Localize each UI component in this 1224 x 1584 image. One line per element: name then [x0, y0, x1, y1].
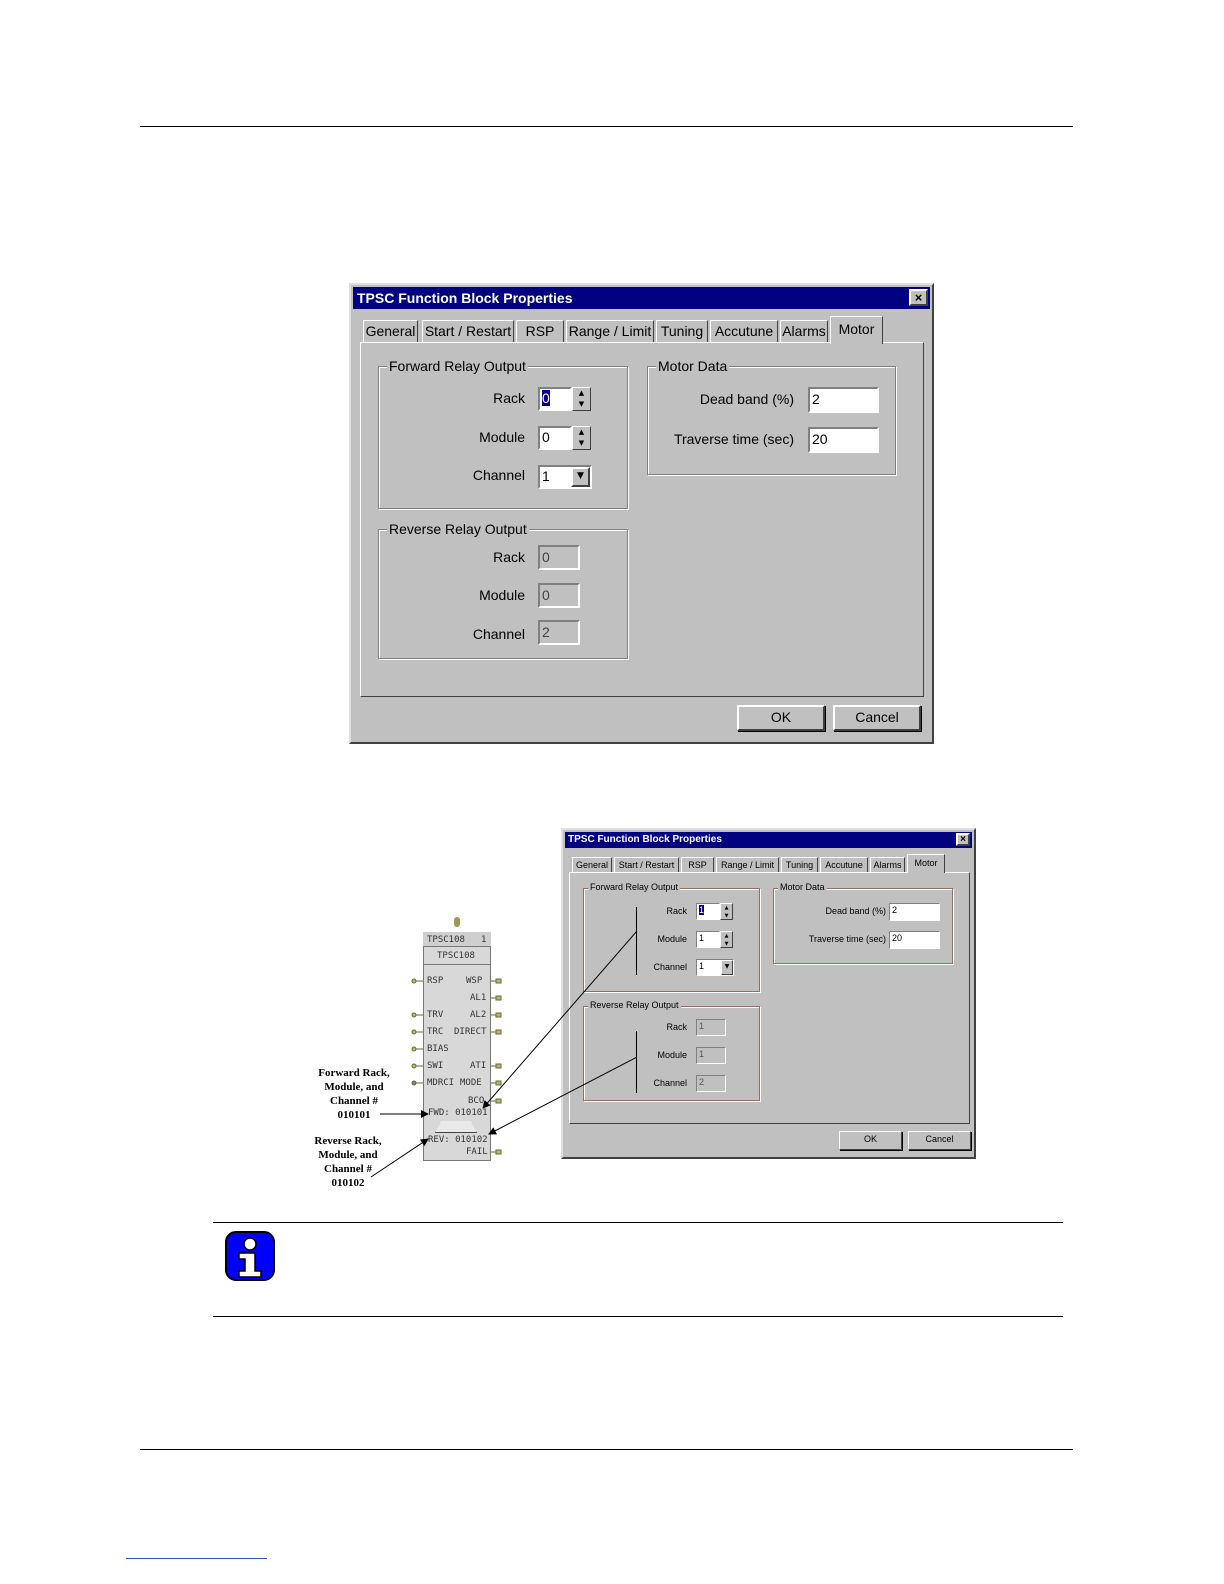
cancel-button[interactable]: Cancel	[833, 705, 921, 731]
tpsc-properties-dialog-small	[561, 828, 976, 1159]
small-fwd-module-field[interactable]: 1	[696, 931, 720, 948]
small-tab-accutune[interactable]: Accutune	[820, 857, 868, 872]
traverse-label: Traverse time (sec)	[673, 431, 794, 447]
deadband-field[interactable]: 2	[808, 387, 879, 413]
tab-start-restart[interactable]: Start / Restart	[422, 320, 514, 342]
small-dialog-title: TPSC Function Block Properties	[568, 834, 722, 845]
rev-rack-label: Rack	[493, 549, 525, 565]
reverse-annotation: Reverse Rack, Module, and Channel # 010102	[314, 1135, 382, 1189]
deadband-label: Dead band (%)	[699, 391, 794, 407]
fb-pin-trc: TRC	[427, 1027, 444, 1037]
small-tab-tuning[interactable]: Tuning	[781, 857, 818, 872]
small-tab-panel	[569, 872, 970, 1124]
fb-pin-ati: ATI	[470, 1061, 487, 1071]
small-fwd-channel-select[interactable]: 1	[696, 959, 734, 976]
fwd-module-spinner[interactable]: ▲ ▼	[572, 426, 591, 450]
fb-pin-mdrci: MDRCI	[427, 1078, 455, 1088]
close-icon[interactable]: ×	[909, 289, 928, 306]
rev-channel-field: 2	[538, 620, 580, 645]
tab-rsp[interactable]: RSP	[516, 320, 564, 342]
small-reverse-marker	[636, 1031, 637, 1093]
small-forward-group: Forward Relay Output Rack 1 ▲ ▼ Module 1 ▲ ▼ Channel 1 ▼	[583, 888, 760, 992]
fwd-rack-field[interactable]: 0	[538, 387, 572, 411]
fwd-module-field[interactable]: 0	[538, 426, 572, 450]
fb-pin-swi: SWI	[427, 1061, 444, 1071]
fwd-module-label: Module	[479, 429, 525, 445]
forward-annotation: Forward Rack, Module, and Channel # 010101	[318, 1067, 390, 1121]
small-traverse-field[interactable]: 20	[889, 931, 940, 949]
fwd-channel-label: Channel	[472, 467, 525, 483]
fb-pin-bco: BCO	[468, 1096, 485, 1106]
fwd-rack-spinner[interactable]: ▲ ▼	[572, 387, 591, 411]
tab-tuning[interactable]: Tuning	[656, 320, 708, 342]
fb-fwd-label: FWD: 010101	[428, 1108, 488, 1118]
fb-pin-al2: AL2	[470, 1010, 487, 1020]
small-cancel-button[interactable]: Cancel	[908, 1131, 971, 1150]
small-rev-module-field: 1	[696, 1047, 726, 1064]
forward-relay-legend: Forward Relay Output	[389, 358, 526, 374]
fb-header-left: TPSC108	[427, 935, 465, 945]
fb-pin-bias: BIAS	[427, 1044, 449, 1054]
fb-pin-stubs	[408, 915, 508, 1165]
reverse-relay-legend: Reverse Relay Output	[389, 521, 527, 537]
information-icon	[225, 1231, 275, 1281]
tpsc-properties-dialog	[349, 283, 934, 744]
ok-button[interactable]: OK	[737, 705, 825, 731]
small-rev-rack-field: 1	[696, 1019, 726, 1036]
tab-general[interactable]: General	[363, 320, 418, 342]
small-reverse-group: Reverse Relay Output Rack 1 Module 1 Channel 2	[583, 1006, 760, 1101]
forward-relay-group	[378, 358, 628, 509]
rev-rack-field: 0	[538, 545, 580, 570]
small-close-icon[interactable]: ×	[956, 833, 970, 846]
fb-pin-mode: MODE	[460, 1078, 482, 1088]
fb-pin-wsp: WSP	[466, 976, 483, 986]
dialog-title: TPSC Function Block Properties	[357, 290, 573, 306]
fb-pin-rsp: RSP	[427, 976, 444, 986]
fb-fail-label: FAIL	[466, 1147, 488, 1157]
tab-alarms[interactable]: Alarms	[780, 320, 828, 342]
footer-link-underline	[126, 1558, 267, 1559]
fwd-rack-label: Rack	[493, 390, 525, 406]
fb-rev-label: REV: 010102	[428, 1135, 488, 1145]
rev-module-field: 0	[538, 583, 580, 608]
chevron-down-icon[interactable]: ▼	[571, 467, 590, 487]
small-ok-button[interactable]: OK	[839, 1131, 902, 1150]
note-bottom-rule	[213, 1316, 1063, 1317]
rev-channel-label: Channel	[472, 626, 525, 642]
small-tab-general[interactable]: General	[572, 857, 612, 872]
header-rule	[140, 126, 1073, 127]
tab-range-limit[interactable]: Range / Limit	[566, 320, 654, 342]
tab-motor[interactable]: Motor	[830, 316, 883, 344]
tab-panel-motor	[360, 342, 924, 697]
motor-data-legend: Motor Data	[658, 358, 728, 374]
small-tab-motor[interactable]: Motor	[907, 854, 945, 873]
rev-module-label: Module	[479, 587, 525, 603]
small-fwd-module-spinner[interactable]: ▲ ▼	[720, 931, 733, 948]
tab-accutune[interactable]: Accutune	[710, 320, 778, 342]
small-motor-group: Motor Data Dead band (%) 2 Traverse time (sec) 20	[773, 888, 953, 964]
small-tab-range-limit[interactable]: Range / Limit	[716, 857, 779, 872]
footer-rule	[140, 1449, 1073, 1450]
traverse-field[interactable]: 20	[808, 427, 879, 453]
small-fwd-rack-spinner[interactable]: ▲ ▼	[720, 903, 733, 920]
fwd-channel-select[interactable]: 1	[538, 465, 592, 489]
small-rev-channel-field: 2	[696, 1075, 726, 1092]
reverse-relay-group	[378, 521, 628, 659]
fb-pin-al1: AL1	[470, 993, 487, 1003]
small-tab-start-restart[interactable]: Start / Restart	[614, 857, 679, 872]
fb-pin-direct: DIRECT	[454, 1027, 487, 1037]
small-forward-marker	[636, 907, 637, 975]
small-fwd-rack-field[interactable]: 1	[696, 903, 720, 920]
small-tab-rsp[interactable]: RSP	[681, 857, 714, 872]
small-dialog-title-bar	[565, 832, 972, 848]
small-deadband-field[interactable]: 2	[889, 903, 940, 921]
fb-header-right: 1	[481, 935, 487, 945]
small-chevron-down-icon[interactable]: ▼	[721, 960, 733, 975]
motor-data-group	[647, 358, 896, 475]
function-block-diagram	[408, 915, 508, 1165]
fb-subtitle: TPSC108	[437, 951, 475, 961]
note-top-rule	[213, 1222, 1063, 1223]
small-tab-alarms[interactable]: Alarms	[870, 857, 905, 872]
fb-pin-trv: TRV	[427, 1010, 444, 1020]
dialog-title-bar	[353, 287, 930, 309]
